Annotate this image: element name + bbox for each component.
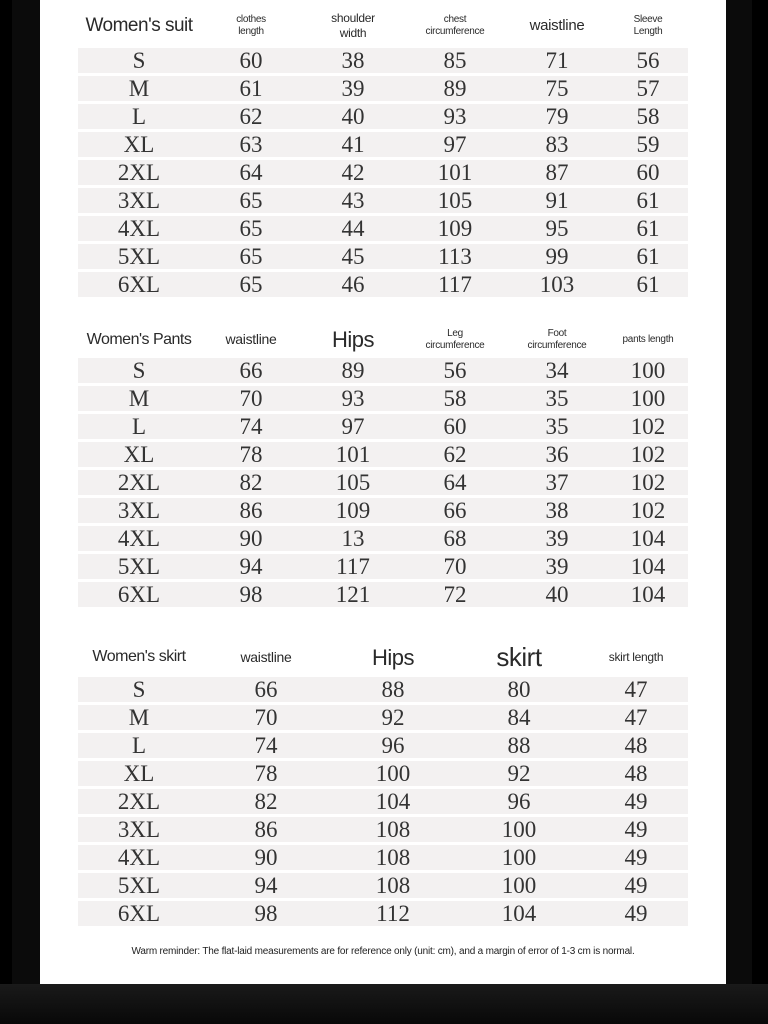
- suit-measurement-cell: 44: [302, 216, 404, 241]
- pants-size-label: XL: [78, 442, 200, 467]
- pants-measurement-cell: 56: [404, 358, 506, 383]
- skirt-size-label: 2XL: [78, 789, 200, 814]
- pants-measurement-cell: 82: [200, 470, 302, 495]
- skirt-measurement-cell: 49: [584, 901, 688, 926]
- warm-reminder-note: Warm reminder: The flat-laid measurements are for reference only (unit: cm), and a margin of error of 1-3 cm is normal.: [131, 946, 635, 957]
- suit-measurement-cell: 57: [608, 76, 688, 101]
- pants-size-label: 5XL: [78, 554, 200, 579]
- suit-measurement-cell: 46: [302, 272, 404, 297]
- skirt-measurement-cell: 86: [200, 817, 332, 842]
- skirt-measurement-cell: 70: [200, 705, 332, 730]
- skirt-measurement-cell: 108: [332, 845, 454, 870]
- suit-table-body: [78, 48, 688, 297]
- skirt-size-row: [78, 733, 688, 758]
- pants-size-row: [78, 582, 688, 607]
- pants-measurement-cell: 39: [506, 554, 608, 579]
- skirt-measurement-cell: 100: [454, 817, 584, 842]
- suit-measurement-cell: 61: [608, 216, 688, 241]
- skirt-size-table: [78, 638, 688, 929]
- suit-measurement-cell: 101: [404, 160, 506, 185]
- skirt-size-row: [78, 705, 688, 730]
- skirt-size-label: M: [78, 705, 200, 730]
- pants-measurement-cell: 121: [302, 582, 404, 607]
- suit-measurement-cell: 43: [302, 188, 404, 213]
- pants-size-label: S: [78, 358, 200, 383]
- pants-measurement-cell: 40: [506, 582, 608, 607]
- skirt-measurement-cell: 108: [332, 873, 454, 898]
- pants-size-row: [78, 414, 688, 439]
- skirt-measurement-cell: 98: [200, 901, 332, 926]
- suit-table-title: Women's suit: [85, 15, 193, 37]
- suit-measurement-cell: 85: [404, 48, 506, 73]
- skirt-size-label: 4XL: [78, 845, 200, 870]
- pants-measurement-cell: 62: [404, 442, 506, 467]
- suit-measurement-cell: 59: [608, 132, 688, 157]
- pants-measurement-cell: 102: [608, 470, 688, 495]
- pants-measurement-cell: 72: [404, 582, 506, 607]
- suit-size-row: [78, 244, 688, 269]
- suit-measurement-cell: 95: [506, 216, 608, 241]
- suit-measurement-cell: 79: [506, 104, 608, 129]
- pants-col-pants-length: pants length: [622, 333, 674, 345]
- suit-measurement-cell: 62: [200, 104, 302, 129]
- skirt-measurement-cell: 100: [332, 761, 454, 786]
- suit-measurement-cell: 61: [200, 76, 302, 101]
- skirt-measurement-cell: 74: [200, 733, 332, 758]
- skirt-measurement-cell: 96: [332, 733, 454, 758]
- pants-col-foot-circumference: Foot circumference: [527, 327, 587, 351]
- suit-size-row: [78, 104, 688, 129]
- skirt-size-label: L: [78, 733, 200, 758]
- skirt-measurement-cell: 82: [200, 789, 332, 814]
- skirt-measurement-cell: 48: [584, 733, 688, 758]
- pants-measurement-cell: 102: [608, 442, 688, 467]
- suit-measurement-cell: 65: [200, 188, 302, 213]
- right-dark-border: [752, 0, 768, 1024]
- suit-measurement-cell: 45: [302, 244, 404, 269]
- suit-measurement-cell: 83: [506, 132, 608, 157]
- pants-measurement-cell: 104: [608, 526, 688, 551]
- suit-col-chest-circumference: chest circumference: [425, 13, 485, 37]
- pants-measurement-cell: 35: [506, 386, 608, 411]
- suit-header-row: [78, 7, 688, 45]
- pants-measurement-cell: 39: [506, 526, 608, 551]
- skirt-measurement-cell: 66: [200, 677, 332, 702]
- pants-measurement-cell: 66: [200, 358, 302, 383]
- pants-measurement-cell: 36: [506, 442, 608, 467]
- pants-measurement-cell: 105: [302, 470, 404, 495]
- skirt-size-row: [78, 873, 688, 898]
- pants-measurement-cell: 98: [200, 582, 302, 607]
- pants-measurement-cell: 37: [506, 470, 608, 495]
- suit-measurement-cell: 109: [404, 216, 506, 241]
- skirt-size-row: [78, 761, 688, 786]
- suit-size-label: 5XL: [78, 244, 200, 269]
- pants-measurement-cell: 60: [404, 414, 506, 439]
- skirt-size-label: 3XL: [78, 817, 200, 842]
- pants-measurement-cell: 104: [608, 554, 688, 579]
- skirt-measurement-cell: 96: [454, 789, 584, 814]
- skirt-col-skirt: skirt: [496, 642, 542, 672]
- pants-size-row: [78, 358, 688, 383]
- suit-measurement-cell: 99: [506, 244, 608, 269]
- pants-measurement-cell: 102: [608, 498, 688, 523]
- skirt-measurement-cell: 49: [584, 789, 688, 814]
- suit-measurement-cell: 105: [404, 188, 506, 213]
- pants-table-title: Women's Pants: [86, 331, 192, 348]
- suit-measurement-cell: 64: [200, 160, 302, 185]
- pants-measurement-cell: 86: [200, 498, 302, 523]
- suit-measurement-cell: 89: [404, 76, 506, 101]
- suit-measurement-cell: 117: [404, 272, 506, 297]
- pants-measurement-cell: 13: [302, 526, 404, 551]
- pants-measurement-cell: 102: [608, 414, 688, 439]
- size-chart-sheet: [40, 0, 726, 984]
- suit-size-label: S: [78, 48, 200, 73]
- pants-col-hips: Hips: [331, 327, 374, 353]
- skirt-measurement-cell: 94: [200, 873, 332, 898]
- pants-size-label: 6XL: [78, 582, 200, 607]
- suit-size-row: [78, 76, 688, 101]
- suit-measurement-cell: 40: [302, 104, 404, 129]
- suit-col-clothes-length: clothes length: [236, 13, 266, 37]
- pants-measurement-cell: 70: [404, 554, 506, 579]
- left-dark-border: [0, 0, 12, 1024]
- suit-size-table: [78, 4, 688, 300]
- skirt-size-row: [78, 901, 688, 926]
- skirt-measurement-cell: 100: [454, 873, 584, 898]
- skirt-table-body: [78, 677, 688, 926]
- suit-measurement-cell: 65: [200, 272, 302, 297]
- pants-table-body: [78, 358, 688, 607]
- pants-size-label: 2XL: [78, 470, 200, 495]
- skirt-size-label: 5XL: [78, 873, 200, 898]
- pants-size-row: [78, 442, 688, 467]
- suit-measurement-cell: 41: [302, 132, 404, 157]
- pants-measurement-cell: 109: [302, 498, 404, 523]
- skirt-table-title: Women's skirt: [92, 648, 186, 666]
- skirt-col-skirt-length: skirt length: [608, 649, 664, 664]
- suit-size-row: [78, 160, 688, 185]
- suit-measurement-cell: 93: [404, 104, 506, 129]
- skirt-header-row: [78, 641, 688, 674]
- suit-size-row: [78, 188, 688, 213]
- suit-size-label: 6XL: [78, 272, 200, 297]
- pants-measurement-cell: 89: [302, 358, 404, 383]
- skirt-col-waistline: waistline: [240, 648, 292, 665]
- skirt-measurement-cell: 90: [200, 845, 332, 870]
- pants-measurement-cell: 100: [608, 386, 688, 411]
- suit-measurement-cell: 97: [404, 132, 506, 157]
- pants-size-row: [78, 554, 688, 579]
- skirt-size-row: [78, 845, 688, 870]
- skirt-size-label: S: [78, 677, 200, 702]
- suit-size-label: M: [78, 76, 200, 101]
- pants-measurement-cell: 38: [506, 498, 608, 523]
- pants-measurement-cell: 58: [404, 386, 506, 411]
- suit-measurement-cell: 61: [608, 244, 688, 269]
- pants-measurement-cell: 93: [302, 386, 404, 411]
- suit-size-row: [78, 272, 688, 297]
- suit-size-label: XL: [78, 132, 200, 157]
- suit-size-row: [78, 216, 688, 241]
- skirt-size-label: XL: [78, 761, 200, 786]
- pants-size-label: L: [78, 414, 200, 439]
- suit-size-label: 3XL: [78, 188, 200, 213]
- skirt-measurement-cell: 92: [332, 705, 454, 730]
- pants-size-row: [78, 386, 688, 411]
- skirt-measurement-cell: 100: [454, 845, 584, 870]
- pants-measurement-cell: 117: [302, 554, 404, 579]
- pants-size-row: [78, 498, 688, 523]
- pants-header-row: [78, 325, 688, 355]
- skirt-measurement-cell: 92: [454, 761, 584, 786]
- skirt-size-row: [78, 677, 688, 702]
- skirt-size-row: [78, 817, 688, 842]
- pants-measurement-cell: 68: [404, 526, 506, 551]
- pants-measurement-cell: 34: [506, 358, 608, 383]
- skirt-measurement-cell: 112: [332, 901, 454, 926]
- pants-size-table: [78, 322, 688, 610]
- suit-size-label: 2XL: [78, 160, 200, 185]
- suit-measurement-cell: 63: [200, 132, 302, 157]
- suit-col-sleeve-length: Sleeve Length: [633, 13, 663, 37]
- pants-measurement-cell: 90: [200, 526, 302, 551]
- skirt-measurement-cell: 104: [454, 901, 584, 926]
- skirt-measurement-cell: 48: [584, 761, 688, 786]
- skirt-measurement-cell: 80: [454, 677, 584, 702]
- pants-measurement-cell: 97: [302, 414, 404, 439]
- suit-measurement-cell: 65: [200, 244, 302, 269]
- pants-col-waistline: waistline: [225, 331, 277, 348]
- suit-size-row: [78, 48, 688, 73]
- skirt-size-label: 6XL: [78, 901, 200, 926]
- skirt-measurement-cell: 49: [584, 845, 688, 870]
- pants-measurement-cell: 66: [404, 498, 506, 523]
- pants-measurement-cell: 78: [200, 442, 302, 467]
- suit-measurement-cell: 71: [506, 48, 608, 73]
- suit-measurement-cell: 60: [200, 48, 302, 73]
- pants-size-label: M: [78, 386, 200, 411]
- suit-col-shoulder-width: shoulder width: [331, 11, 375, 40]
- suit-measurement-cell: 38: [302, 48, 404, 73]
- pants-size-label: 3XL: [78, 498, 200, 523]
- pants-size-label: 4XL: [78, 526, 200, 551]
- pants-measurement-cell: 100: [608, 358, 688, 383]
- skirt-measurement-cell: 49: [584, 817, 688, 842]
- skirt-measurement-cell: 49: [584, 873, 688, 898]
- skirt-measurement-cell: 47: [584, 677, 688, 702]
- pants-measurement-cell: 35: [506, 414, 608, 439]
- pants-measurement-cell: 104: [608, 582, 688, 607]
- suit-measurement-cell: 56: [608, 48, 688, 73]
- suit-measurement-cell: 61: [608, 188, 688, 213]
- suit-measurement-cell: 65: [200, 216, 302, 241]
- skirt-measurement-cell: 108: [332, 817, 454, 842]
- suit-measurement-cell: 39: [302, 76, 404, 101]
- suit-measurement-cell: 103: [506, 272, 608, 297]
- pants-measurement-cell: 74: [200, 414, 302, 439]
- pants-measurement-cell: 64: [404, 470, 506, 495]
- pants-size-row: [78, 526, 688, 551]
- suit-measurement-cell: 61: [608, 272, 688, 297]
- pants-col-leg-circumference: Leg circumference: [425, 327, 485, 351]
- suit-measurement-cell: 60: [608, 160, 688, 185]
- skirt-measurement-cell: 88: [332, 677, 454, 702]
- suit-measurement-cell: 58: [608, 104, 688, 129]
- suit-col-waistline: waistline: [529, 16, 585, 34]
- pants-size-row: [78, 470, 688, 495]
- skirt-measurement-cell: 47: [584, 705, 688, 730]
- bottom-dark-band: [0, 984, 768, 1024]
- suit-measurement-cell: 87: [506, 160, 608, 185]
- skirt-col-hips: Hips: [371, 644, 414, 670]
- suit-size-label: 4XL: [78, 216, 200, 241]
- skirt-measurement-cell: 84: [454, 705, 584, 730]
- skirt-measurement-cell: 104: [332, 789, 454, 814]
- suit-measurement-cell: 42: [302, 160, 404, 185]
- suit-measurement-cell: 75: [506, 76, 608, 101]
- skirt-measurement-cell: 88: [454, 733, 584, 758]
- suit-measurement-cell: 91: [506, 188, 608, 213]
- pants-measurement-cell: 94: [200, 554, 302, 579]
- pants-measurement-cell: 70: [200, 386, 302, 411]
- pants-measurement-cell: 101: [302, 442, 404, 467]
- suit-size-row: [78, 132, 688, 157]
- suit-size-label: L: [78, 104, 200, 129]
- skirt-measurement-cell: 78: [200, 761, 332, 786]
- suit-measurement-cell: 113: [404, 244, 506, 269]
- skirt-size-row: [78, 789, 688, 814]
